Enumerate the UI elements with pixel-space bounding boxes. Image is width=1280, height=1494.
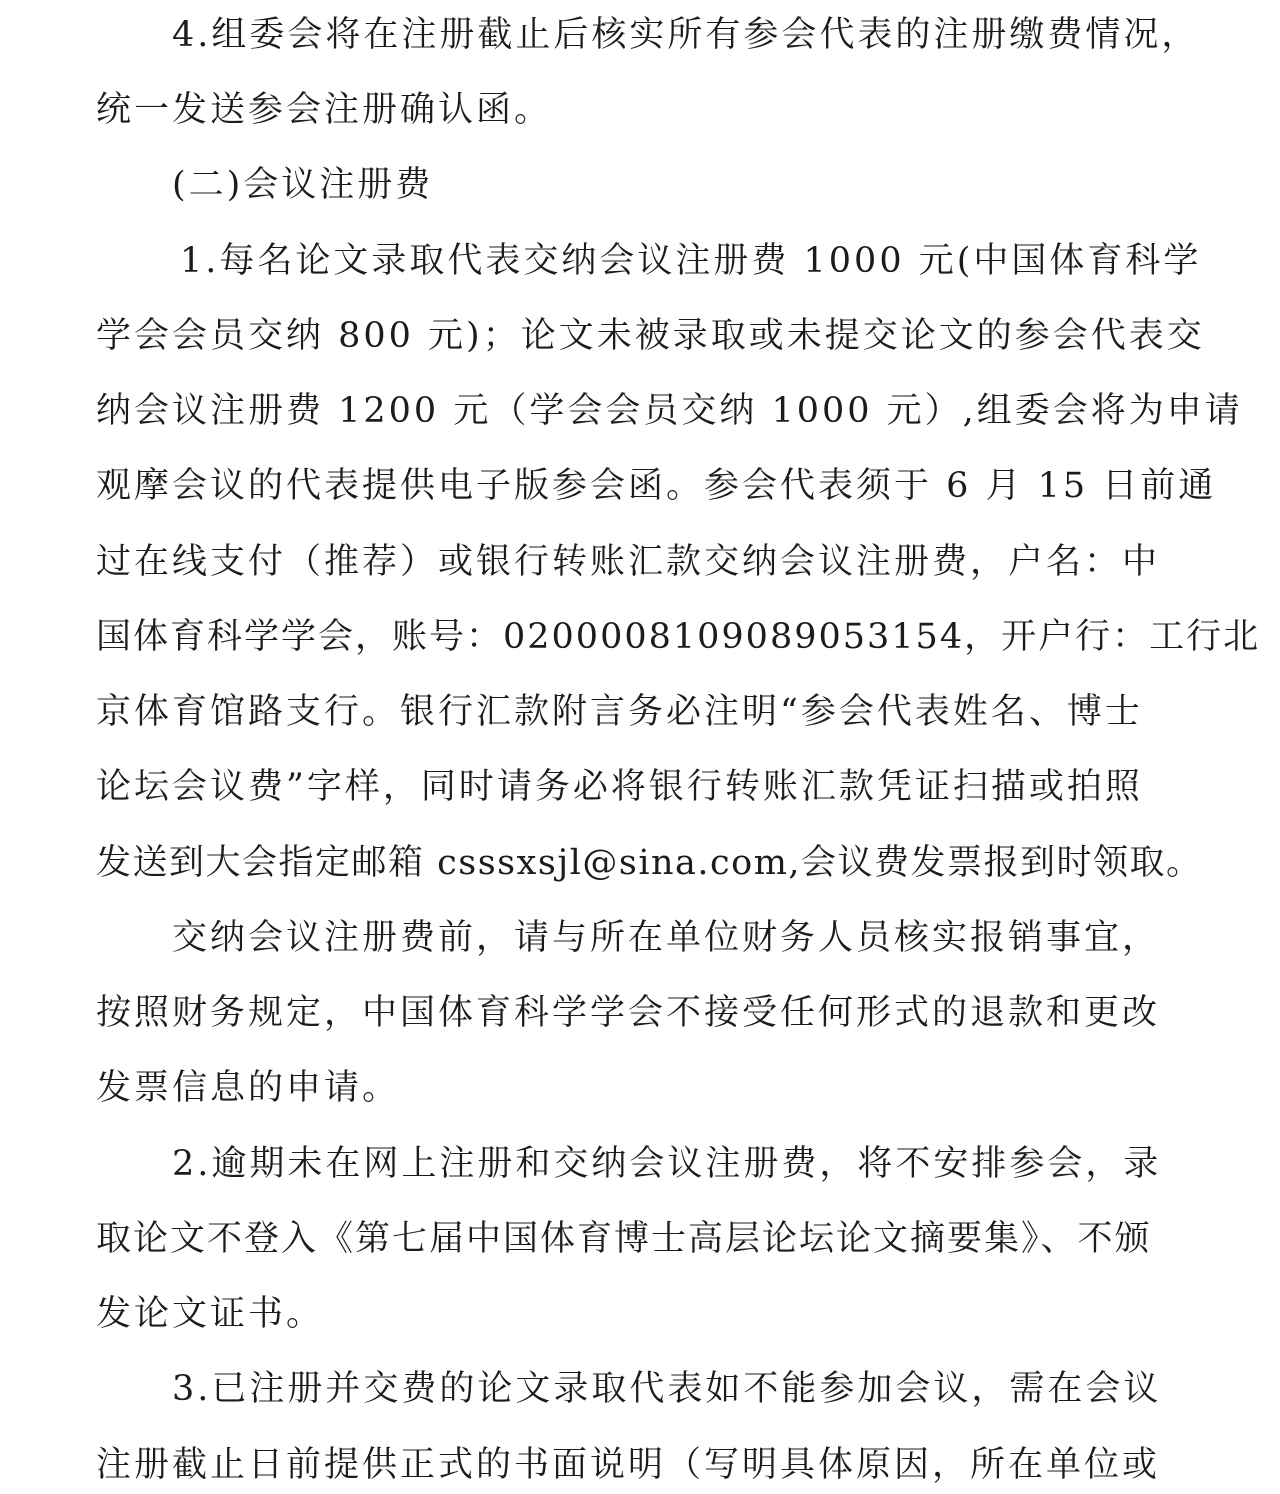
item-1-line-9: 发送到大会指定邮箱 csssxsjl@sina.com,会议费发票报到时领取。 bbox=[96, 843, 1203, 883]
item-1-line-1: 1.每名论文录取代表交纳会议注册费 1000 元(中国体育科学 bbox=[180, 241, 1202, 281]
item-1-line-7: 京体育馆路支行。银行汇款附言务必注明“参会代表姓名、博士 bbox=[96, 692, 1143, 732]
item-1-line-6: 国体育科学学会，账号：0200008109089053154，开户行：工行北 bbox=[96, 617, 1261, 657]
note-line-3: 发票信息的申请。 bbox=[96, 1068, 401, 1108]
item-1-line-5: 过在线支付（推荐）或银行转账汇款交纳会议注册费，户名：中 bbox=[96, 542, 1161, 582]
note-line-1: 交纳会议注册费前，请与所在单位财务人员核实报销事宜， bbox=[172, 918, 1161, 958]
item-1-line-2: 学会会员交纳 800 元)；论文未被录取或未提交论文的参会代表交 bbox=[96, 316, 1205, 356]
item-2-line-3: 发论文证书。 bbox=[96, 1294, 325, 1334]
item-1-line-8: 论坛会议费”字样，同时请务必将银行转账汇款凭证扫描或拍照 bbox=[96, 767, 1143, 807]
item-3-line-1: 3.已注册并交费的论文录取代表如不能参加会议，需在会议 bbox=[172, 1369, 1162, 1409]
item-1-line-3: 纳会议注册费 1200 元（学会会员交纳 1000 元）,组委会将为申请 bbox=[96, 391, 1243, 431]
item-1-line-4: 观摩会议的代表提供电子版参会函。参会代表须于 6 月 15 日前通 bbox=[96, 466, 1217, 506]
note-line-2: 按照财务规定，中国体育科学学会不接受任何形式的退款和更改 bbox=[96, 993, 1161, 1033]
item-2-line-1: 2.逾期未在网上注册和交纳会议注册费，将不安排参会，录 bbox=[172, 1144, 1162, 1184]
item-2-line-2: 取论文不登入《第七届中国体育博士高层论坛论文摘要集》、不颁 bbox=[96, 1219, 1152, 1259]
item-3-line-2: 注册截止日前提供正式的书面说明（写明具体原因，所在单位或 bbox=[96, 1445, 1161, 1485]
section-heading-registration-fee: (二)会议注册费 bbox=[172, 165, 434, 205]
paragraph-4-line-2: 统一发送参会注册确认函。 bbox=[96, 90, 553, 130]
paragraph-4-line-1: 4.组委会将在注册截止后核实所有参会代表的注册缴费情况， bbox=[172, 15, 1200, 55]
